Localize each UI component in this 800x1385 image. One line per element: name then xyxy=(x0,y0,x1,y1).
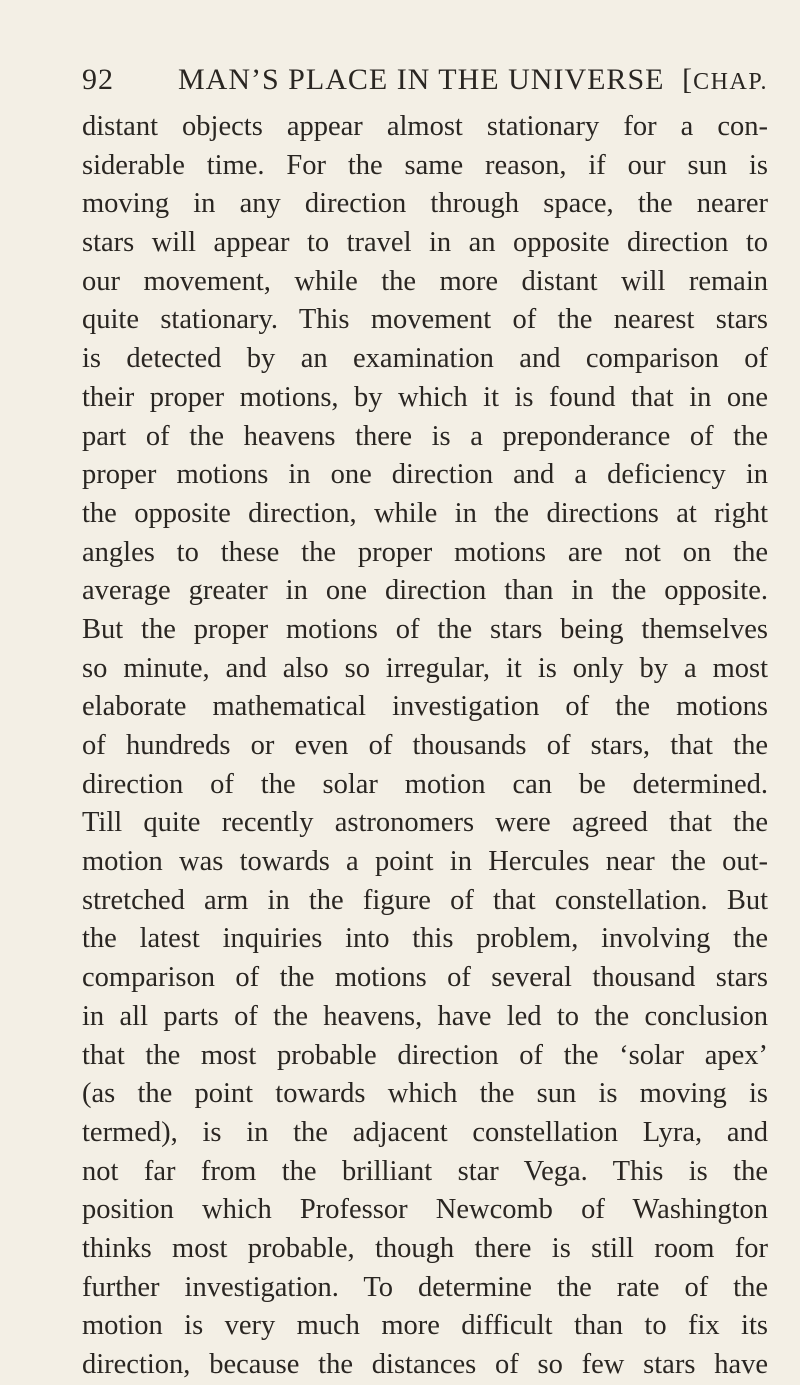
text-line: angles to these the proper motions are not on the xyxy=(82,536,768,568)
text-line: (as the point towards which the sun is moving is xyxy=(82,1078,768,1110)
running-title: MAN’S PLACE IN THE UNIVERSE xyxy=(178,63,665,96)
text-line: distant objects appear almost stationary for a con- xyxy=(82,111,768,142)
text-line: that the most probable direction of the ‘solar apex’ xyxy=(82,1039,768,1071)
text-line: motion is very much more difficult than to fix its xyxy=(82,1310,768,1342)
text-line: in all parts of the heavens, have led to the conclusion xyxy=(82,1000,768,1032)
text-line: part of the heavens there is a preponderance of the xyxy=(82,420,768,452)
text-line: Till quite recently astronomers were agreed that the xyxy=(82,807,768,839)
text-line: average greater in one direction than in the opposite. xyxy=(82,575,768,607)
page-header xyxy=(82,60,768,100)
text-line: stars will appear to travel in an opposite direction to xyxy=(82,227,768,259)
text-line: stretched arm in the figure of that constellation. But xyxy=(82,884,768,916)
chapter-label: CHAP. xyxy=(693,69,768,95)
text-line: the opposite direction, while in the directions at right xyxy=(82,497,768,529)
text-line: comparison of the motions of several thousand stars xyxy=(82,962,768,994)
chapter-marker xyxy=(682,60,768,102)
text-line: position which Professor Newcomb of Washington xyxy=(82,1194,768,1226)
text-line: is detected by an examination and comparison of xyxy=(82,343,768,375)
text-line: not far from the brilliant star Vega. This is the xyxy=(82,1155,768,1187)
text-line: moving in any direction through space, the nearer xyxy=(82,188,768,220)
text-line: so minute, and also so irregular, it is only by a most xyxy=(82,652,768,684)
text-line: proper motions in one direction and a deficiency in xyxy=(82,459,768,491)
text-line: elaborate mathematical investigation of the motions xyxy=(82,691,768,723)
text-line: But the proper motions of the stars being themselves xyxy=(82,613,768,645)
page-number: 92 xyxy=(82,63,114,96)
text-line: quite stationary. This movement of the nearest stars xyxy=(82,304,768,336)
text-line: direction of the solar motion can be determined. xyxy=(82,768,768,800)
text-line: siderable time. For the same reason, if our sun is xyxy=(82,149,768,181)
text-line: termed), is in the adjacent constellation Lyra, and xyxy=(82,1116,768,1148)
text-line: the latest inquiries into this problem, involving the xyxy=(82,923,768,955)
text-line: further investigation. To determine the rate of the xyxy=(82,1271,768,1303)
text-line: thinks most probable, though there is still room for xyxy=(82,1232,768,1264)
text-line: direction, because the distances of so few stars have xyxy=(82,1349,768,1380)
text-line: of hundreds or even of thousands of stars, that the xyxy=(82,730,768,761)
text-line: our movement, while the more distant will remain xyxy=(82,265,768,297)
chapter-bracket: [ xyxy=(682,63,694,96)
body-text xyxy=(82,108,768,1385)
text-line: motion was towards a point in Hercules near the out- xyxy=(82,846,768,878)
text-line: their proper motions, by which it is found that in one xyxy=(82,381,768,413)
